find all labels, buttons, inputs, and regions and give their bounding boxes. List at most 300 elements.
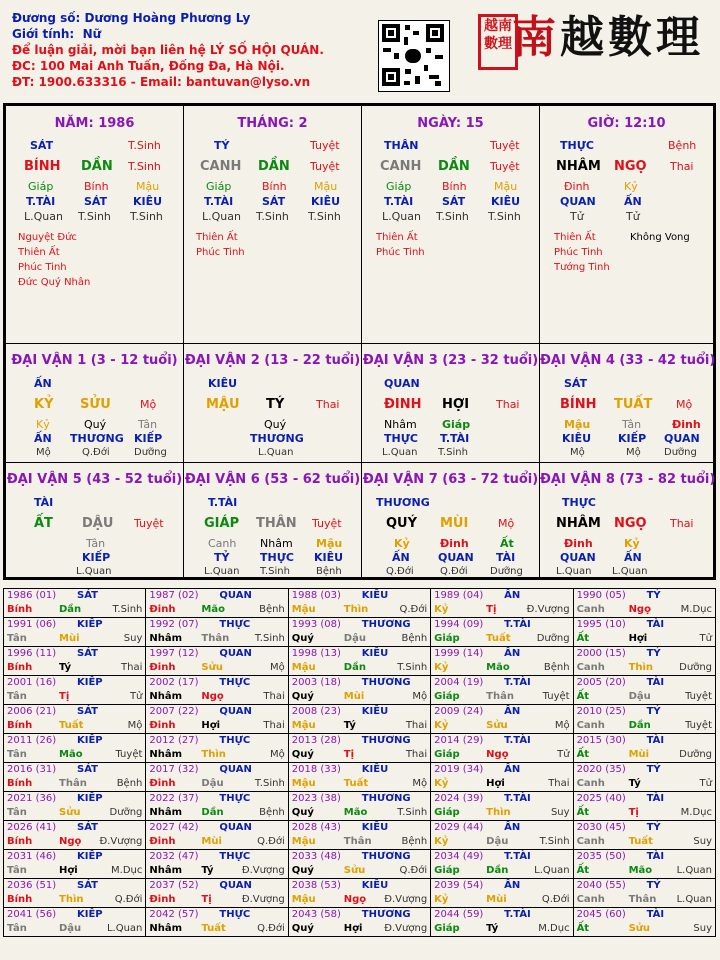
year-stage: T.Sinh <box>539 836 570 847</box>
year-stage: Mộ <box>270 749 285 760</box>
annual-cell <box>573 908 715 937</box>
year-label: 2037 (52) <box>149 880 199 891</box>
year-can: Canh <box>576 662 605 673</box>
year-chi: Tuất <box>59 720 84 731</box>
year-stage: Q.Đới <box>399 865 428 876</box>
year-label: 2029 (44) <box>434 822 484 833</box>
pillar-title: GIỜ: 12:10 <box>587 116 666 131</box>
year-star: TỶ <box>646 880 661 891</box>
year-can: Mậu <box>291 662 316 673</box>
year-star: KIẾP <box>77 851 103 862</box>
year-can: Canh <box>576 720 605 731</box>
year-star: KIÊU <box>361 590 389 601</box>
year-can: Nhâm <box>149 749 183 760</box>
year-star: THƯƠNG <box>361 793 411 804</box>
pillar-year: NĂM: 1986 SÁT T.Sinh BÍNH DẦN T.Sinh Giáp Bính Mậu T.TÀI SÁT KIÊU L.Quan T.Sinh T.Sinh Nguyệt Đức Thiên Ất Phúc Tinh Đức Quý Nhân <box>5 105 184 344</box>
year-star: ẤN <box>504 764 521 775</box>
year-can: Tân <box>7 633 27 644</box>
year-stage: Dưỡng <box>679 662 712 673</box>
year-can: Đinh <box>149 662 176 673</box>
year-label: 1993 (08) <box>291 619 341 630</box>
annual-cell <box>146 850 288 879</box>
year-star: TÀI <box>646 619 665 630</box>
year-stage: Mộ <box>270 662 285 673</box>
year-can: Canh <box>576 604 605 615</box>
year-chi: Dần <box>628 720 651 731</box>
year-chi: Tuất <box>343 778 369 789</box>
annual-cell <box>288 647 430 676</box>
year-star: THỰC <box>219 735 251 746</box>
year-stage: Q.Đới <box>257 836 285 847</box>
year-stage: L.Quan <box>676 894 712 905</box>
year-stage: Suy <box>693 923 712 934</box>
year-star: THƯƠNG <box>361 851 411 862</box>
annual-cell <box>288 821 430 850</box>
annual-cell <box>573 618 715 647</box>
year-star: SÁT <box>77 648 98 659</box>
dai-van-8: ĐẠI VẬN 8 (73 - 82 tuổi) THỰC NHÂM NGỌ Thai Đinh Kỷ QUAN ẤN L.Quan L.Quan <box>539 462 714 578</box>
year-can: Bính <box>7 604 33 615</box>
year-chi: Dần <box>201 807 224 818</box>
year-can: Mậu <box>291 778 316 789</box>
year-stage: Bệnh <box>543 662 570 673</box>
annual-cell <box>4 734 146 763</box>
year-star: ẤN <box>504 822 521 833</box>
annual-row <box>4 618 716 647</box>
year-star: SÁT <box>77 764 98 775</box>
year-can: Ất <box>576 865 590 876</box>
annual-cell <box>146 821 288 850</box>
year-stage: T.Sinh <box>397 807 428 818</box>
year-stage: Mộ <box>554 720 570 731</box>
year-star: T.TÀI <box>504 677 531 688</box>
year-chi: Thìn <box>59 894 84 905</box>
dai-van-3: ĐẠI VẬN 3 (23 - 32 tuổi) QUAN ĐINH HỢI Thai Nhâm Giáp THỰC T.TÀI L.Quan T.Sinh <box>361 343 540 463</box>
year-can: Nhâm <box>149 633 183 644</box>
annual-cell <box>288 705 430 734</box>
name-row: Đương số: Dương Hoàng Phương Ly <box>12 11 251 25</box>
year-stage: L.Quan <box>534 865 570 876</box>
year-stage: T.Sinh <box>397 662 428 673</box>
year-chi: Sửu <box>486 720 508 731</box>
year-star: THƯƠNG <box>361 735 411 746</box>
year-star: ẤN <box>504 648 521 659</box>
dai-van-6: ĐẠI VẬN 6 (53 - 62 tuổi) T.TÀI GIÁP THÂN Tuyệt Canh Nhâm Mậu TỶ THỰC KIÊU L.Quan T.Sinh Bệnh <box>183 462 362 578</box>
annual-cell <box>431 850 573 879</box>
year-label: 2042 (57) <box>149 909 199 920</box>
annual-cell <box>431 792 573 821</box>
annual-table <box>3 588 716 937</box>
annual-row <box>4 821 716 850</box>
year-stage: M.Dục <box>111 865 143 876</box>
year-star: ẤN <box>504 880 521 891</box>
year-can: Kỷ <box>434 720 449 731</box>
year-label: 2021 (36) <box>7 793 57 804</box>
dai-van-1: ĐẠI VẬN 1 (3 - 12 tuổi) ẤN KỶ SỬU Mộ Kỷ Quý Tân ẤN THƯƠNG KIẾP Mộ Q.Đới Dưỡng <box>5 343 184 463</box>
year-can: Tân <box>7 865 27 876</box>
annual-cell <box>4 908 146 937</box>
year-stage: Thai <box>405 749 428 760</box>
annual-row <box>4 647 716 676</box>
year-label: 2009 (24) <box>434 706 484 717</box>
year-chi: Ngọ <box>59 836 82 847</box>
year-star: SÁT <box>77 880 98 891</box>
year-can: Ất <box>576 807 590 818</box>
year-can: Giáp <box>434 749 460 760</box>
year-can: Nhâm <box>149 691 183 702</box>
year-label: 1991 (06) <box>7 619 57 630</box>
year-stage: Đ.Vượng <box>241 894 285 905</box>
year-chi: Hợi <box>343 923 363 934</box>
year-can: Ất <box>576 691 590 702</box>
gender-value: Nữ <box>82 27 102 41</box>
dai-van-5: ĐẠI VẬN 5 (43 - 52 tuổi) TÀI ẤT DẬU Tuyệt Tân KIẾP L.Quan <box>5 462 184 578</box>
year-stage: Bệnh <box>401 633 428 644</box>
year-label: 2013 (28) <box>291 735 341 746</box>
annual-cell <box>573 705 715 734</box>
year-star: THỰC <box>219 909 251 920</box>
year-label: 1998 (13) <box>291 648 341 659</box>
year-chi: Ngọ <box>201 691 224 702</box>
header <box>12 10 342 90</box>
year-label: 2023 (38) <box>291 793 341 804</box>
year-star: KIÊU <box>361 648 389 659</box>
pillar-day: NGÀY: 15 THÂN Tuyệt CANH DẦN Tuyệt Giáp Bính Mậu T.TÀI SÁT KIÊU L.Quan T.Sinh T.Sinh Thiên Ất Phúc Tinh <box>361 105 540 344</box>
annual-cell <box>573 589 715 618</box>
year-star: KIẾP <box>77 793 103 804</box>
year-star: T.TÀI <box>504 793 531 804</box>
year-label: 1988 (03) <box>291 590 341 601</box>
year-chi: Mùi <box>343 691 365 702</box>
year-can: Giáp <box>434 807 460 818</box>
year-can: Đinh <box>149 720 176 731</box>
year-label: 2014 (29) <box>434 735 484 746</box>
year-can: Quý <box>291 749 314 760</box>
year-label: 2003 (18) <box>291 677 341 688</box>
annual-cell <box>431 618 573 647</box>
year-can: Ất <box>576 633 590 644</box>
year-chi: Mão <box>628 865 653 876</box>
year-chi: Tý <box>628 778 641 789</box>
year-chi: Thân <box>486 691 514 702</box>
pillar-title: THÁNG: 2 <box>237 116 308 131</box>
annual-cell <box>573 647 715 676</box>
year-label: 2017 (32) <box>149 764 199 775</box>
annual-row <box>4 589 716 618</box>
year-label: 2018 (33) <box>291 764 341 775</box>
year-can: Đinh <box>149 894 176 905</box>
year-can: Mậu <box>291 720 316 731</box>
address-line: ĐC: 100 Mai Anh Tuấn, Đống Đa, Hà Nội. <box>12 59 285 73</box>
year-stage: Tử <box>699 778 712 789</box>
year-can: Nhâm <box>149 807 183 818</box>
year-stage: Tuyệt <box>542 691 570 702</box>
year-can: Nhâm <box>149 923 183 934</box>
year-chi: Sửu <box>343 865 366 876</box>
year-can: Giáp <box>434 865 460 876</box>
year-chi: Mùi <box>628 749 650 760</box>
year-star: THỰC <box>219 793 251 804</box>
pillar-title: NGÀY: 15 <box>417 116 484 131</box>
year-star: SÁT <box>77 590 98 601</box>
year-label: 2012 (27) <box>149 735 199 746</box>
year-stage: Thai <box>263 720 285 731</box>
year-label: 2000 (15) <box>576 648 626 659</box>
year-star: TÀI <box>646 677 665 688</box>
brand-logo: 越南 數理 南越數理 <box>478 10 708 72</box>
pillar-month: THÁNG: 2 TÝ Tuyệt CANH DẦN Tuyệt Giáp Bính Mậu T.TÀI SÁT KIÊU L.Quan T.Sinh T.Sinh Thiên Ất Phúc Tinh <box>183 105 362 344</box>
year-label: 1999 (14) <box>434 648 484 659</box>
year-chi: Thân <box>201 633 230 644</box>
year-chi: Sửu <box>628 923 651 934</box>
year-star: QUAN <box>219 880 252 891</box>
phone-line[interactable]: ĐT: 1900.633316 - Email: bantuvan@lyso.vn <box>12 75 311 89</box>
year-can: Bính <box>7 720 33 731</box>
year-chi: Tị <box>201 894 212 905</box>
year-stage: Mộ <box>412 778 428 789</box>
year-star: T.TÀI <box>504 851 531 862</box>
year-stage: Tử <box>699 633 712 644</box>
year-stage: Dưỡng <box>679 749 712 760</box>
annual-cell <box>288 589 430 618</box>
year-can: Canh <box>576 778 605 789</box>
year-label: 1997 (12) <box>149 648 199 659</box>
dai-van-2: ĐẠI VẬN 2 (13 - 22 tuổi) KIÊU MẬU TÝ Thai Quý THƯƠNG L.Quan <box>183 343 362 463</box>
year-stage: Suy <box>693 836 712 847</box>
year-chi: Tý <box>343 720 356 731</box>
year-chi: Mão <box>486 662 510 673</box>
year-can: Bính <box>7 778 33 789</box>
year-can: Tân <box>7 749 27 760</box>
year-stage: L.Quan <box>106 923 143 934</box>
year-label: 2034 (49) <box>434 851 484 862</box>
chart-grid <box>3 103 716 580</box>
year-star: TỶ <box>646 590 661 601</box>
year-stage: Bệnh <box>401 836 428 847</box>
year-label: 1995 (10) <box>576 619 626 630</box>
annual-cell <box>288 879 430 908</box>
dai-van-7: ĐẠI VẬN 7 (63 - 72 tuổi) THƯƠNG QUÝ MÙI Mộ Kỷ Đinh Ất ẤN QUAN TÀI Q.Đới Q.Đới Dưỡng <box>361 462 540 578</box>
year-can: Quý <box>291 807 314 818</box>
year-chi: Tý <box>59 662 72 673</box>
year-stage: Q.Đới <box>399 604 428 615</box>
year-chi: Tý <box>486 923 499 934</box>
year-can: Mậu <box>291 894 316 905</box>
year-star: SÁT <box>77 822 98 833</box>
annual-cell <box>4 676 146 705</box>
year-chi: Thân <box>628 894 657 905</box>
year-label: 2044 (59) <box>434 909 484 920</box>
year-star: KIÊU <box>361 880 389 891</box>
year-star: KIẾP <box>77 619 103 630</box>
year-label: 1986 (01) <box>7 590 57 601</box>
annual-cell <box>4 589 146 618</box>
year-chi: Mão <box>343 807 368 818</box>
annual-cell <box>146 908 288 937</box>
year-stage: Dưỡng <box>536 633 570 644</box>
year-label: 2025 (40) <box>576 793 626 804</box>
annual-cell <box>4 618 146 647</box>
annual-row <box>4 879 716 908</box>
year-can: Giáp <box>434 633 460 644</box>
year-chi: Tị <box>486 604 497 615</box>
year-stage: Bệnh <box>116 778 143 789</box>
annual-cell <box>573 850 715 879</box>
year-star: TÀI <box>646 909 665 920</box>
year-stage: T.Sinh <box>254 633 285 644</box>
year-chi: Mão <box>59 749 83 760</box>
year-star: QUAN <box>219 590 252 601</box>
annual-cell <box>573 763 715 792</box>
year-label: 2016 (31) <box>7 764 57 775</box>
year-star: THƯƠNG <box>361 619 411 630</box>
year-can: Tân <box>7 807 27 818</box>
year-label: 2002 (17) <box>149 677 199 688</box>
year-can: Ất <box>576 749 590 760</box>
annual-cell <box>288 618 430 647</box>
year-can: Mậu <box>291 836 316 847</box>
year-star: T.TÀI <box>504 735 531 746</box>
year-stage: Đ.Vượng <box>526 604 570 615</box>
year-chi: Dậu <box>343 633 366 644</box>
year-can: Tân <box>7 691 27 702</box>
year-label: 1990 (05) <box>576 590 626 601</box>
year-can: Bính <box>7 894 33 905</box>
year-stage: Bệnh <box>259 604 285 615</box>
year-label: 2045 (60) <box>576 909 626 920</box>
annual-row <box>4 763 716 792</box>
seal-stamp: 越南 數理 <box>478 14 518 70</box>
annual-cell <box>146 676 288 705</box>
annual-row <box>4 676 716 705</box>
year-star: KIẾP <box>77 909 103 920</box>
year-chi: Mão <box>201 604 225 615</box>
annual-cell <box>431 879 573 908</box>
annual-cell <box>431 821 573 850</box>
contact-line: Để luận giải, mời bạn liên hệ LÝ SỐ HỘI QUÁN. <box>12 43 324 57</box>
annual-cell <box>573 734 715 763</box>
year-star: TÀI <box>646 793 665 804</box>
year-stage: M.Dục <box>680 807 712 818</box>
year-chi: Tị <box>59 691 70 702</box>
annual-cell <box>431 734 573 763</box>
year-label: 2028 (43) <box>291 822 341 833</box>
year-star: TỶ <box>646 822 661 833</box>
year-label: 2011 (26) <box>7 735 57 746</box>
pillar-title: NĂM: 1986 <box>54 116 135 131</box>
year-star: ẤN <box>504 590 521 601</box>
year-chi: Mùi <box>59 633 80 644</box>
year-label: 2026 (41) <box>7 822 57 833</box>
year-star: KIẾP <box>77 677 103 688</box>
year-star: ẤN <box>504 706 521 717</box>
year-chi: Tuất <box>628 836 653 847</box>
annual-cell <box>146 589 288 618</box>
year-star: TÀI <box>646 851 665 862</box>
annual-cell <box>146 618 288 647</box>
annual-cell <box>431 589 573 618</box>
year-chi: Mùi <box>201 836 222 847</box>
year-label: 2032 (47) <box>149 851 199 862</box>
year-label: 2004 (19) <box>434 677 484 688</box>
annual-cell <box>288 792 430 821</box>
year-can: Kỷ <box>434 778 449 789</box>
year-label: 1996 (11) <box>7 648 57 659</box>
year-stage: Đ.Vượng <box>384 923 428 934</box>
annual-cell <box>288 676 430 705</box>
year-stage: Tử <box>557 749 570 760</box>
year-stage: Thai <box>263 691 285 702</box>
annual-cell <box>4 850 146 879</box>
year-chi: Dần <box>343 662 366 673</box>
year-label: 2041 (56) <box>7 909 57 920</box>
year-stage: M.Dục <box>680 604 712 615</box>
year-star: KIẾP <box>77 735 103 746</box>
year-chi: Ngọ <box>628 604 651 615</box>
year-stage: L.Quan <box>676 865 712 876</box>
year-label: 2010 (25) <box>576 706 626 717</box>
annual-cell <box>4 879 146 908</box>
annual-cell <box>4 705 146 734</box>
year-chi: Tý <box>201 865 214 876</box>
year-stage: Đ.Vượng <box>241 865 285 876</box>
year-can: Kỷ <box>434 836 449 847</box>
year-star: TỶ <box>646 706 661 717</box>
year-can: Đinh <box>149 604 176 615</box>
annual-cell <box>431 763 573 792</box>
year-star: QUAN <box>219 764 252 775</box>
year-can: Ất <box>576 923 590 934</box>
annual-cell <box>431 705 573 734</box>
year-chi: Tuất <box>486 633 511 644</box>
year-star: QUAN <box>219 706 252 717</box>
year-can: Quý <box>291 633 314 644</box>
year-label: 2030 (45) <box>576 822 626 833</box>
annual-row <box>4 850 716 879</box>
pillar-hour: GIỜ: 12:10 THỰC Bệnh NHÂM NGỌ Thai Đinh Kỷ QUAN ẤN Tử Tử Thiên Ất Phúc Tinh Tướng Tinh Không Vong <box>539 105 714 344</box>
year-can: Quý <box>291 865 314 876</box>
year-chi: Sửu <box>59 807 81 818</box>
year-stage: Bệnh <box>259 807 285 818</box>
annual-cell <box>431 908 573 937</box>
year-label: 1992 (07) <box>149 619 199 630</box>
year-star: THỰC <box>219 677 251 688</box>
year-chi: Hợi <box>201 720 221 731</box>
year-label: 2020 (35) <box>576 764 626 775</box>
year-chi: Tị <box>343 749 355 760</box>
year-stage: Tuyệt <box>685 720 712 731</box>
annual-cell <box>146 705 288 734</box>
annual-cell <box>288 850 430 879</box>
annual-row <box>4 705 716 734</box>
year-can: Mậu <box>291 604 316 615</box>
year-label: 1989 (04) <box>434 590 484 601</box>
year-stage: Tuyệt <box>685 691 712 702</box>
annual-cell <box>146 763 288 792</box>
year-stage: Tử <box>129 691 143 702</box>
year-stage: Mộ <box>412 691 428 702</box>
year-can: Giáp <box>434 923 460 934</box>
annual-cell <box>431 676 573 705</box>
year-stage: Suy <box>550 807 570 818</box>
year-star: THƯƠNG <box>361 909 411 920</box>
year-stage: Đ.Vượng <box>99 836 143 847</box>
year-label: 2038 (53) <box>291 880 341 891</box>
year-can: Bính <box>7 662 33 673</box>
year-label: 2040 (55) <box>576 880 626 891</box>
year-stage: Thai <box>405 720 428 731</box>
year-star: THƯƠNG <box>361 677 411 688</box>
